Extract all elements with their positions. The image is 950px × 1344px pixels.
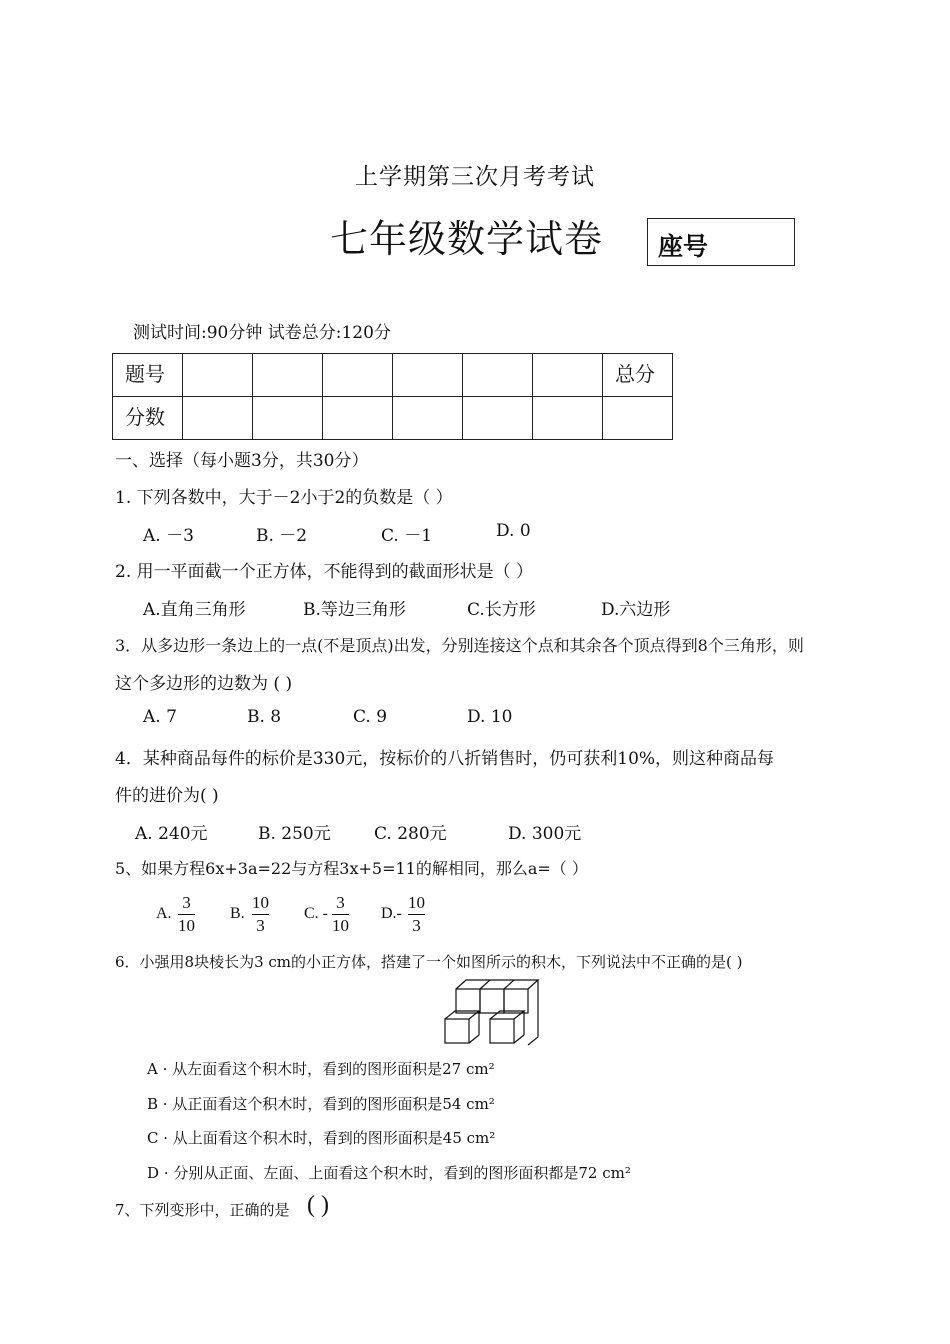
fraction-denominator: 3	[256, 916, 265, 935]
cube-face	[480, 989, 504, 1013]
total-score-cell	[603, 397, 673, 440]
fraction-denominator: 3	[412, 916, 421, 935]
seat-number-label: 座号	[658, 232, 709, 261]
score-cell	[393, 397, 463, 440]
question-3-stem-line1: 3．从多边形一条边上的一点(不是顶点)出发，分别连接这个点和其余各个顶点得到8个三角形，则	[115, 636, 804, 655]
score-table-row-scores	[113, 397, 673, 440]
question-number-label: 题号	[113, 354, 183, 397]
cube-edge	[504, 980, 514, 989]
q5-option-c-fraction	[332, 893, 349, 936]
score-cell	[533, 354, 603, 397]
fraction-numerator: 10	[408, 893, 425, 912]
score-cell	[253, 397, 323, 440]
q6-option-c: C · 从上面看这个积木时，看到的图形面积是45 cm²	[147, 1129, 496, 1147]
score-cell	[323, 354, 393, 397]
q5-option-d-fraction	[408, 893, 425, 936]
stacked-cubes-figure	[440, 975, 540, 1047]
q6-option-d: D · 分别从正面、左面、上面看这个积木时，看到的图形面积都是72 cm²	[147, 1164, 631, 1182]
exam-info: 测试时间:90分钟 试卷总分:120分	[133, 323, 391, 343]
question-2-stem: 2. 用一平面截一个正方体，不能得到的截面形状是（ ）	[115, 562, 534, 582]
question-6-stem: 6．小强用8块棱长为3 cm的小正方体，搭建了一个如图所示的积木，下列说法中不正确的是( )	[115, 953, 743, 971]
question-7-answer-bracket: ( )	[307, 1192, 329, 1218]
fraction-bar	[332, 914, 349, 915]
q1-option-c: C. －1	[381, 526, 433, 546]
q6-option-b: B · 从正面看这个积木时，看到的图形面积是54 cm²	[147, 1095, 495, 1113]
score-table-row-questions	[113, 354, 673, 397]
q1-option-a: A. －3	[143, 526, 194, 546]
exam-title: 七年级数学试卷	[330, 217, 604, 261]
q2-option-a: A.直角三角形	[143, 600, 246, 620]
question-5-stem: 5、如果方程6x+3a=22与方程3x+5=11的解相同，那么a=（ ）	[115, 859, 588, 878]
cube-edge	[469, 1035, 479, 1043]
q5-option-d-label: D.-	[381, 905, 402, 922]
q3-option-a: A. 7	[143, 707, 177, 727]
cube-side-edge	[528, 980, 538, 1045]
score-cell	[253, 354, 323, 397]
fraction-numerator: 3	[182, 893, 191, 912]
cube-edge	[480, 980, 490, 989]
q4-option-a: A. 240元	[135, 824, 208, 844]
cube-top-edge	[456, 980, 538, 989]
q3-option-c: C. 9	[353, 707, 388, 727]
q3-option-b: B. 8	[247, 707, 282, 727]
q2-option-b: B.等边三角形	[303, 600, 406, 620]
fraction-denominator: 10	[178, 916, 195, 935]
q4-option-c: C. 280元	[374, 824, 447, 844]
q2-option-c: C.长方形	[467, 600, 536, 620]
score-cell	[183, 354, 253, 397]
q2-option-d: D.六边形	[601, 600, 671, 620]
cube-face	[490, 1019, 514, 1043]
fraction-denominator: 10	[332, 916, 349, 935]
seat-number-box	[647, 218, 795, 266]
score-table	[112, 353, 673, 440]
question-1-stem: 1. 下列各数中，大于－2小于2的负数是（ ）	[115, 488, 453, 508]
q4-option-d: D. 300元	[508, 824, 582, 844]
q3-option-d: D. 10	[467, 707, 513, 727]
q5-option-c-label: C. -	[304, 905, 328, 922]
total-score-label: 总分	[603, 354, 673, 397]
fraction-bar	[408, 914, 425, 915]
cube-edge	[514, 1035, 524, 1043]
fraction-numerator: 10	[252, 893, 269, 912]
cube-top-edge	[490, 1011, 524, 1019]
q4-option-b: B. 250元	[258, 824, 331, 844]
q6-option-a: A · 从左面看这个积木时，看到的图形面积是27 cm²	[147, 1060, 495, 1078]
cube-face	[504, 989, 528, 1013]
cube-top-edge	[445, 1011, 479, 1019]
q1-option-b: B. －2	[256, 526, 308, 546]
question-7-stem: 7、下列变形中，正确的是	[115, 1201, 290, 1219]
score-cell	[323, 397, 393, 440]
fraction-bar	[252, 914, 269, 915]
score-cell	[183, 397, 253, 440]
fraction-bar	[178, 914, 195, 915]
question-3-stem-line2: 这个多边形的边数为 ( )	[115, 674, 293, 694]
score-cell	[393, 354, 463, 397]
q5-option-a-label: A.	[156, 905, 172, 922]
cube-face	[445, 1019, 469, 1043]
cube-face	[456, 989, 480, 1013]
score-cell	[463, 397, 533, 440]
score-cell	[463, 354, 533, 397]
exam-subtitle: 上学期第三次月考考试	[355, 164, 595, 190]
q1-option-d: D. 0	[496, 521, 531, 541]
fraction-numerator: 3	[336, 893, 345, 912]
score-cell	[533, 397, 603, 440]
question-4-stem-line2: 件的进价为( )	[115, 786, 219, 806]
q5-option-a-fraction	[178, 893, 195, 936]
q5-option-b-fraction	[252, 893, 269, 936]
section-heading: 一、选择（每小题3分，共30分）	[115, 451, 369, 471]
q5-option-b-label: B.	[230, 905, 245, 922]
question-4-stem-line1: 4．某种商品每件的标价是330元，按标价的八折销售时，仍可获利10%，则这种商品每	[115, 749, 775, 769]
score-label: 分数	[113, 397, 183, 440]
